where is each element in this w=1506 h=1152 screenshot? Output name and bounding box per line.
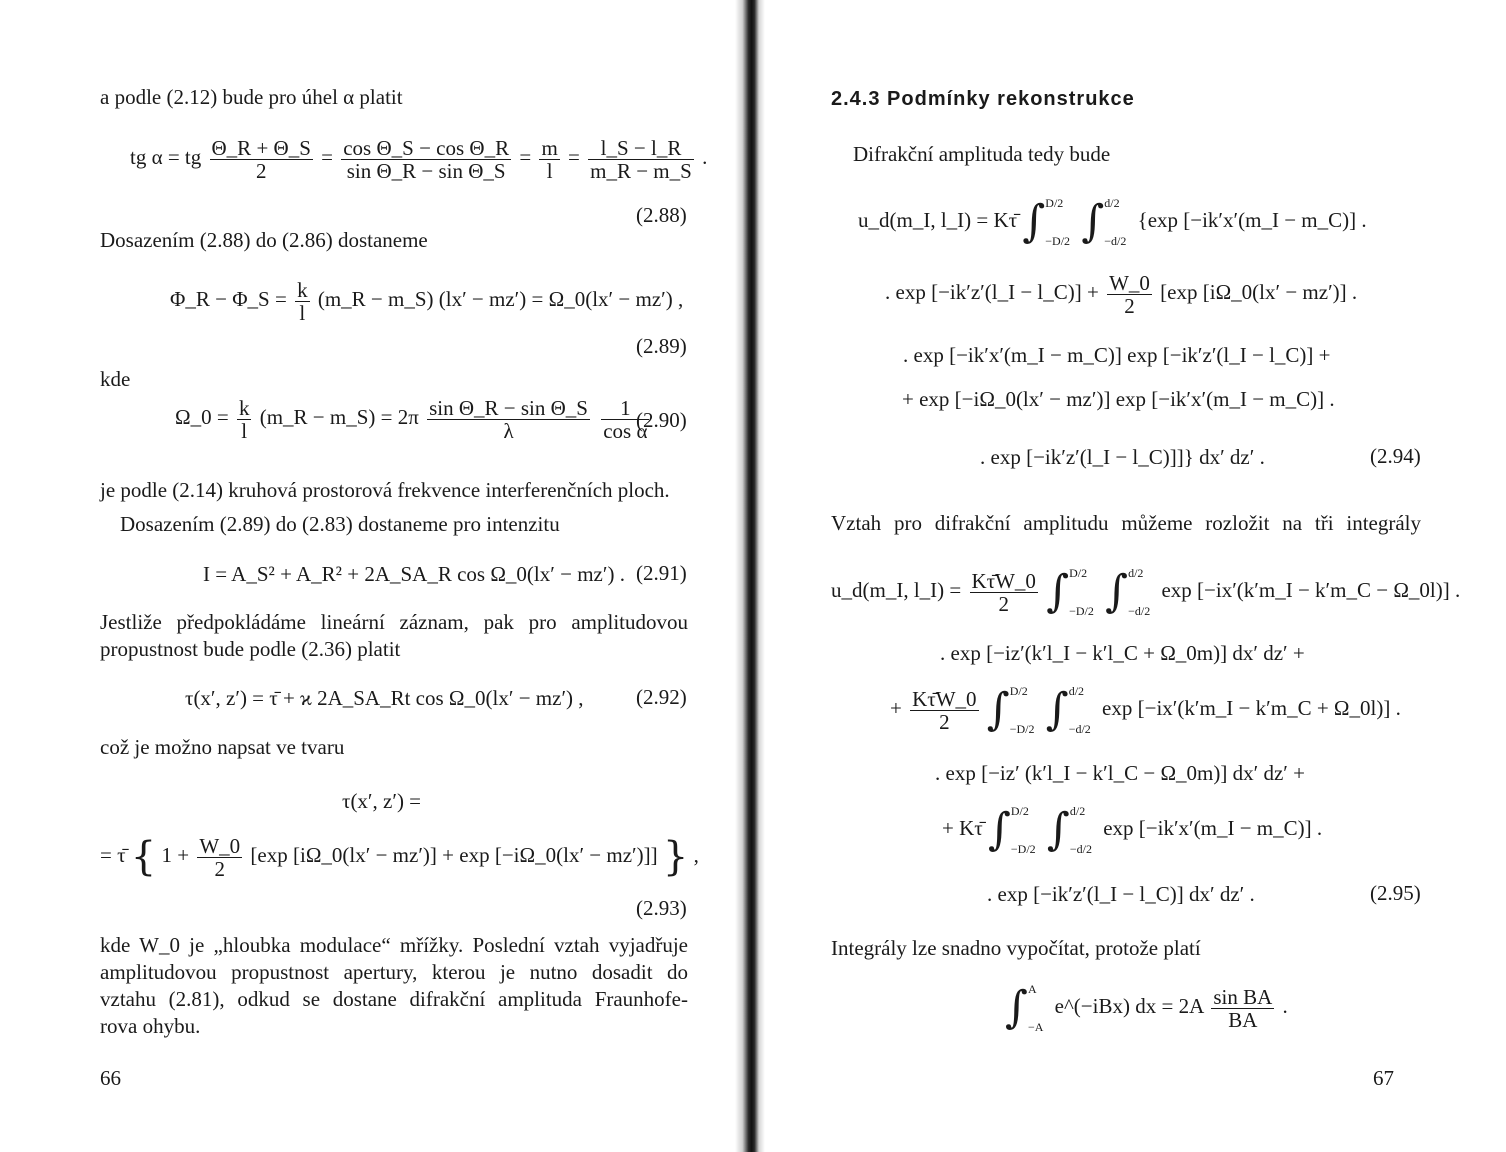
fraction: $\frac{K\taūW\_0}{2}$ [912,686,977,734]
integral-sign: ∫ [986,684,1010,736]
paragraph-line: kde W_0 je „hloubka modulace“ mřížky. Poslední vztah vyjadřuje [100,933,688,957]
fraction: $\frac{W\_0}{2}$ [199,833,241,881]
right-page [765,0,1506,1152]
paragraph-text: Integrály lze snadno vypočítat, protože platí [831,936,1201,960]
paragraph [100,932,688,1040]
equation-2-95-line-6: . exp [−ik′z′(l_I − l_C)] dx′ dz′ . [987,882,1255,906]
equation-2-88 [130,133,707,182]
integral-sign: ∫ [1046,804,1070,856]
left-page [0,0,735,1152]
equation-2-90 [175,393,652,442]
eq-lhs: + Kτ̄ [942,816,983,840]
integral-limits: d/2 −d/2 [1069,804,1092,857]
integral-limits: D/2 −D/2 [1045,196,1071,249]
paragraph-line: Jestliže předpokládáme lineární záznam, pak pro amplitudovou [100,610,688,634]
fraction: $\frac{1}{\text{cos α}}$ [603,395,648,443]
fraction: $\frac{m}{l}$ [541,135,558,183]
integral-limits: d/2 −d/2 [1128,566,1151,619]
equation-number: (2.92) [636,685,687,709]
paragraph-line: vztahu (2.81), odkud se dostane difrakční amplituda Fraunhofe- [100,987,688,1011]
fraction: $\frac{k}{l}$ [238,395,250,443]
equation-number: (2.94) [1370,444,1421,468]
period: . [702,145,708,169]
equation-2-95-line-2: . exp [−iz′(k′l_I − k′l_C + Ω_0m)] dx′ dz′ + [940,641,1305,665]
section-heading: 2.4.3 Podmínky rekonstrukce [831,88,1135,110]
paragraph-line: rova ohybu. [100,1014,201,1038]
eq-lhs: u_d(m_I, l_I) = Kτ̄ [858,208,1018,232]
eq-term: 1 + [161,843,190,867]
equation-2-95-line-3 [890,680,1401,736]
eq-mid: (m_R − m_S) = 2π [259,405,419,429]
page-number: 67 [1373,1066,1394,1090]
right-brace: } [662,834,689,881]
integral-sign: ∫ [1045,684,1069,736]
equation-2-95-line-4: . exp [−iz′ (k′l_I − k′l_C − Ω_0m)] dx′ dz′ + [935,761,1305,785]
equation-number: (2.95) [1370,881,1421,905]
integral-sign: ∫ [987,804,1011,856]
eq-term: . exp [−ik′z′(l_I − l_C)] + [885,280,1099,304]
equation-2-95-line-5 [942,800,1322,856]
equation-2-93 [100,828,699,884]
paragraph-line: amplitudovou propustnost apertury, kterou je nutno dosadit do [100,960,688,984]
equals-sign: = [568,145,580,169]
equation-2-94-line-1 [858,192,1367,248]
equation-2-91: I = A_S² + A_R² + 2A_SA_R cos Ω_0(lx′ − mz′) . [203,562,625,586]
eq-lhs: = τ̄ [100,843,126,867]
integral-limits: D/2 −D/2 [1010,804,1036,857]
eq-lhs: u_d(m_I, l_I) = [831,578,962,602]
eq-term: e^(−iBx) dx = 2A [1054,994,1204,1018]
integral-sign: ∫ [1005,982,1028,1034]
fraction: $\frac{l\_S - l\_R}{m\_R - m\_S}$ [590,135,692,183]
eq-lhs: Φ_R − Φ_S = [170,287,287,311]
equation-2-94-line-5: . exp [−ik′z′(l_I − l_C)]]} dx′ dz′ . [980,445,1265,469]
eq-term: [exp [iΩ_0(lx′ − mz′)] . [1160,280,1358,304]
fraction: $\frac{\text{cos Θ\_S − cos Θ\_R}}{\text{sin Θ\_R − sin Θ\_S}}$ [343,135,510,183]
equation-2-92: τ(x′, z′) = τ̄ + ϰ 2A_SA_Rt cos Ω_0(lx′ − mz′) , [185,686,584,710]
integral-limits: d/2 −d/2 [1068,684,1091,737]
equation-2-89 [170,275,683,324]
eq-rhs: exp [−ix′(k′m_I − k′m_C + Ω_0l)] . [1102,696,1401,720]
integral-sign: ∫ [1022,196,1046,248]
equation-2-93-first-line: τ(x′, z′) = [342,789,422,813]
integral-sign: ∫ [1081,196,1105,248]
page-number: 66 [100,1066,121,1090]
equation-number: (2.91) [636,561,687,585]
period: . [1282,994,1288,1018]
eq-rhs: exp [−ix′(k′m_I − k′m_C − Ω_0l)] . [1161,578,1461,602]
integral-limits: D/2 −D/2 [1069,566,1094,619]
fraction: $\frac{\Theta\_R + \Theta\_S}{2}$ [211,135,311,183]
plus-sign: + [890,696,902,720]
equation-number: (2.93) [636,896,687,920]
fraction: $\frac{W\_0}{2}$ [1109,270,1150,318]
paragraph-text: je podle (2.14) kruhová prostorová frekvence interferenčních ploch. [100,478,670,502]
integral-identity [1005,978,1288,1034]
paragraph [831,510,1421,537]
eq-lhs: tg α = tg [130,145,202,169]
equation-2-94-line-3: . exp [−ik′x′(m_I − m_C)] exp [−ik′z′(l_I − l_C)] + [903,343,1331,367]
intro-text: a podle (2.12) bude pro úhel α platit [100,85,403,109]
integral-limits: A −A [1027,982,1044,1035]
equals-sign: = [519,145,532,169]
integral-limits: d/2 −d/2 [1104,196,1127,249]
eq-rhs: [exp [iΩ_0(lx′ − mz′)] + exp [−iΩ_0(lx′ − mz′)]] [250,843,658,867]
paragraph-line: propustnost bude podle (2.36) platit [100,637,401,661]
integral-limits: D/2 −D/2 [1009,684,1035,737]
eq-rhs: (m_R − m_S) (lx′ − mz′) = Ω_0(lx′ − mz′) , [317,287,684,311]
fraction: $\frac{\text{sin BA}}{BA}$ [1213,984,1273,1032]
eq-rhs: {exp [−ik′x′(m_I − m_C)] . [1137,208,1367,232]
equals-sign: = [321,145,333,169]
integral-sign: ∫ [1105,566,1129,618]
fraction: $\frac{K\taūW\_0}{2}$ [971,568,1036,616]
paragraph-line: Vztah pro difrakční amplitudu můžeme rozložit na tři integrály [831,511,1421,535]
fraction: $\frac{\text{sin Θ\_R − sin Θ\_S}}{\lambda}$ [429,395,588,443]
paragraph [100,609,688,663]
book-gutter [735,0,765,1152]
paragraph-text: kde [100,367,131,391]
eq-rhs: exp [−ik′x′(m_I − m_C)] . [1103,816,1323,840]
paragraph-text: Dosazením (2.89) do (2.83) dostaneme pro intenzitu [120,512,560,536]
integral-sign: ∫ [1046,566,1070,618]
paragraph-text: Difrakční amplituda tedy bude [853,142,1111,166]
equation-number: (2.90) [636,408,687,432]
paragraph-text: Dosazením (2.88) do (2.86) dostaneme [100,228,428,252]
paragraph-text: což je možno napsat ve tvaru [100,735,345,759]
fraction: $\frac{k}{l}$ [297,277,308,325]
eq-lhs: Ω_0 = [175,405,229,429]
equation-number: (2.88) [636,203,687,227]
equation-2-94-line-2 [885,268,1357,317]
equation-2-95-line-1 [831,562,1460,618]
left-brace: { [130,834,157,881]
equation-2-94-line-4: + exp [−iΩ_0(lx′ − mz′)] exp [−ik′x′(m_I − m_C)] . [902,387,1335,411]
equation-number: (2.89) [636,334,687,358]
comma: , [693,843,699,867]
